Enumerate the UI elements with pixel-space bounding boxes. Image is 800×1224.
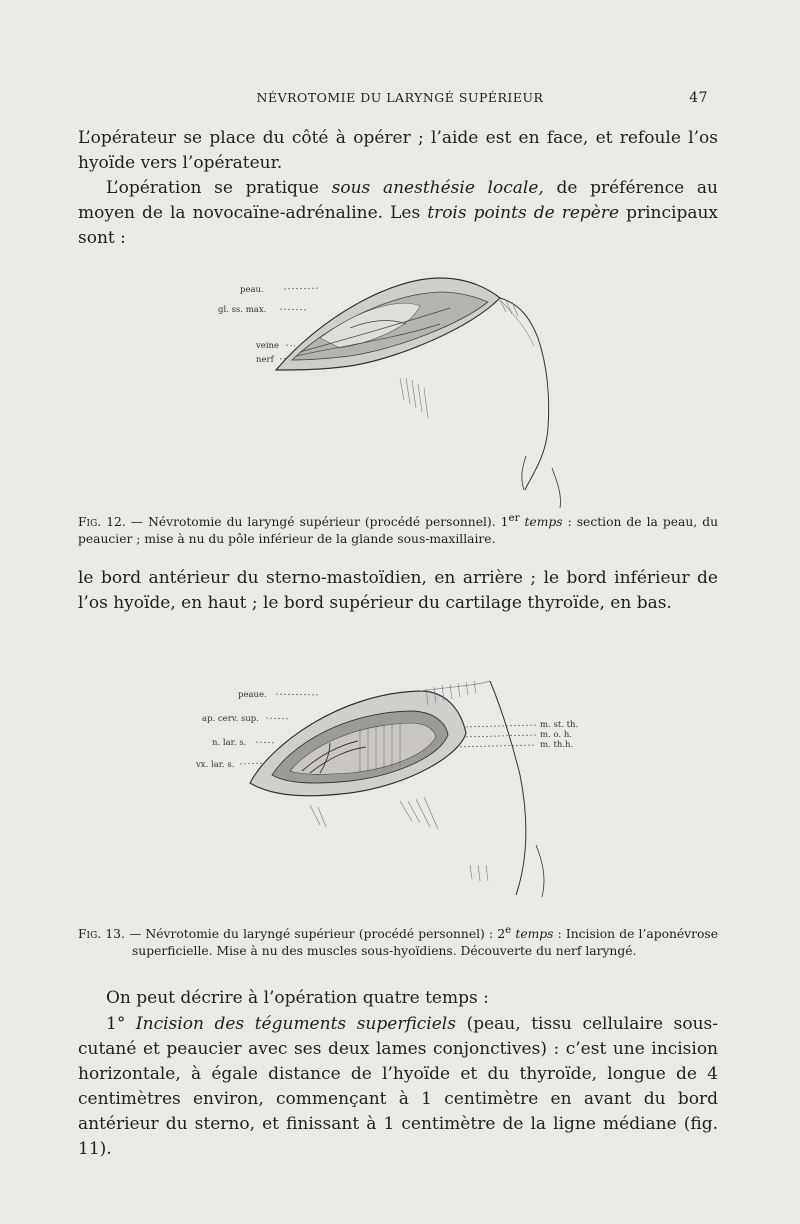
label-n-lar-s: n. lar. s. <box>212 738 247 748</box>
label-veine: veine <box>256 341 280 351</box>
paragraph-operator-position: L’opérateur se place du côté à opérer ; l’aide est en face, et refoule l’os hyoïde vers l’opérateur. <box>78 128 718 173</box>
label-nerf: nerf <box>256 355 274 365</box>
label-gl-ss-max: gl. ss. max. <box>218 305 267 315</box>
figure-12-illustration <box>200 228 600 510</box>
paragraph-stage-one: 1° Incision des téguments superficiels (peau, tissu cellulaire sous-cutané et peaucier avec ses deux lames conjonctives) : c’est une incision horizontale, à égale distance de l’hyoïde et du thyroïde, longue de 4 centimètres environ, commençant à 1 centimètre en avant du bord antérieur du sterno, et finissant à 1 centimètre de la ligne médiane (fig. 11). <box>78 1014 719 1159</box>
label-peau: peau. <box>240 285 264 295</box>
label-m-th-h: m. th.h. <box>540 740 574 750</box>
label-m-o-h: m. o. h. <box>540 730 573 740</box>
label-vx-lar-s: vx. lar. s. <box>196 760 235 770</box>
running-title: NÉVROTOMIE DU LARYNGÉ SUPÉRIEUR <box>256 90 544 105</box>
page-number: 47 <box>689 90 708 106</box>
label-ap-cerv-sup: ap. cerv. sup. <box>202 714 259 724</box>
paragraph-four-stages: On peut décrire à l’opération quatre temps : <box>106 988 489 1008</box>
paragraph-anesthesia: L’opération se pratique sous anesthésie locale, de préférence au moyen de la novocaïne-adrénaline. Les trois points de repère principaux sont : <box>78 178 718 248</box>
label-m-st-th: m. st. th. <box>540 720 579 730</box>
figure-13-illustration <box>190 675 630 900</box>
label-peaue: peaue. <box>238 690 267 700</box>
figure-12-caption: Fig. 12. — Névrotomie du laryngé supérieur (procédé personnel). 1er temps : section de la peau, du peaucier ; mise à nu du pôle inférieur de la glande sous-maxillaire. <box>78 512 718 547</box>
paragraph-landmarks: le bord antérieur du sterno-mastoïdien, en arrière ; le bord inférieur de l’os hyoïde, en haut ; le bord supérieur du cartilage thyroïde, en bas. <box>78 568 718 613</box>
running-header <box>0 90 800 110</box>
figure-13-caption: Fig. 13. — Névrotomie du laryngé supérieur (procédé personnel) : 2e temps : Incision de l’aponévrose superficielle. Mise à nu des muscles sous-hyoïdiens. Découverte du nerf laryngé. <box>78 924 718 959</box>
